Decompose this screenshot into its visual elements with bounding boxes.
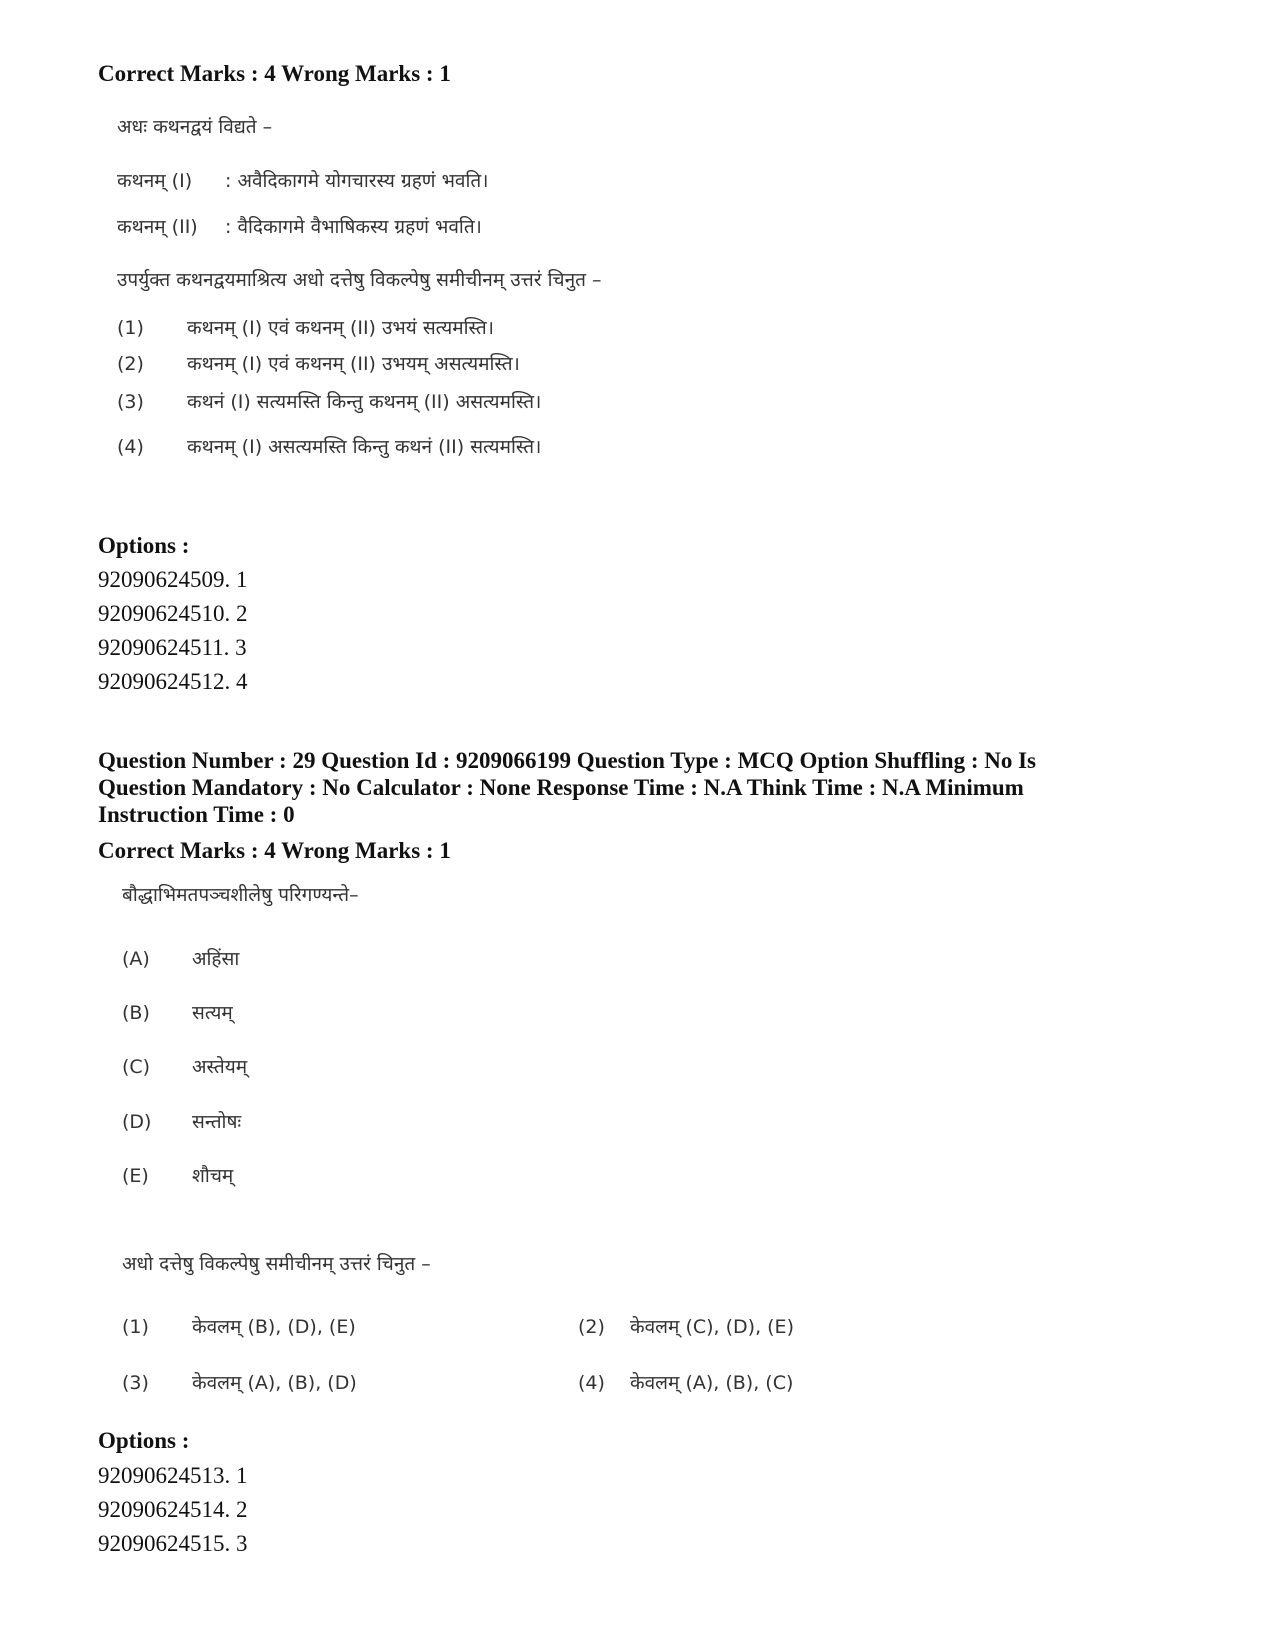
q29-header-line: Instruction Time : 0 [98, 802, 295, 827]
option-row: 92090624510. 2 [98, 601, 248, 626]
choice-text: केवलम् (A), (B), (D) [192, 1372, 357, 1394]
q29-item-b [122, 999, 233, 1025]
q29-options-list [98, 1459, 248, 1561]
q29-instruction: अधो दत्तेषु विकल्पेषु समीचीनम् उत्तरं चिनुत – [122, 1253, 431, 1275]
choice-number: (3) [117, 391, 144, 413]
item-label: (D) [122, 1111, 152, 1133]
item-label: (E) [122, 1165, 149, 1187]
option-row: 92090624509. 1 [98, 567, 248, 592]
q28-choice-3 [117, 388, 541, 414]
item-text: सन्तोषः [192, 1111, 242, 1133]
q29-options-heading: Options : [98, 1428, 190, 1453]
choice-text: केवलम् (A), (B), (C) [630, 1372, 794, 1394]
q29-choice-1 [122, 1313, 356, 1339]
statement-text: : वैदिकागमे वैभाषिकस्य ग्रहणं भवति। [225, 216, 482, 238]
statement-text: : अवैदिकागमे योगचारस्य ग्रहणं भवति। [225, 170, 489, 192]
q28-marks: Correct Marks : 4 Wrong Marks : 1 [98, 61, 451, 86]
q29-choice-4 [578, 1369, 793, 1395]
option-row: 92090624515. 3 [98, 1531, 248, 1556]
choice-number: (4) [117, 436, 144, 458]
q28-options-heading: Options : [98, 533, 190, 558]
statement-label: कथनम् (I) [117, 170, 193, 192]
choice-text: कथनं (I) सत्यमस्ति किन्तु कथनम् (II) असत्यमस्ति। [187, 391, 542, 413]
choice-text: कथनम् (I) एवं कथनम् (II) उभयम् असत्यमस्ति। [187, 353, 520, 375]
choice-number: (2) [578, 1316, 605, 1338]
q28-options-list [98, 563, 248, 699]
choice-text: केवलम् (C), (D), (E) [630, 1316, 794, 1338]
q29-item-a [122, 945, 239, 971]
q29-marks: Correct Marks : 4 Wrong Marks : 1 [98, 838, 451, 863]
q28-statement-2 [117, 213, 482, 239]
item-label: (A) [122, 948, 150, 970]
choice-number: (1) [117, 317, 144, 339]
q29-item-d [122, 1108, 241, 1134]
option-row: 92090624512. 4 [98, 669, 248, 694]
choice-number: (4) [578, 1372, 605, 1394]
q28-choice-2 [117, 350, 520, 376]
choice-number: (2) [117, 353, 144, 375]
choice-number: (3) [122, 1372, 149, 1394]
option-row: 92090624513. 1 [98, 1463, 248, 1488]
choice-text: कथनम् (I) असत्यमस्ति किन्तु कथनं (II) सत्यमस्ति। [187, 436, 542, 458]
choice-text: कथनम् (I) एवं कथनम् (II) उभयं सत्यमस्ति। [187, 317, 494, 339]
item-label: (C) [122, 1056, 151, 1078]
item-text: सत्यम् [192, 1002, 233, 1024]
choice-text: केवलम् (B), (D), (E) [192, 1316, 356, 1338]
item-text: शौचम् [192, 1165, 234, 1187]
item-text: अहिंसा [192, 948, 240, 970]
q29-choice-2 [578, 1313, 794, 1339]
q28-choice-1 [117, 314, 494, 340]
q29-intro: बौद्धाभिमतपञ्चशीलेषु परिगण्यन्ते– [122, 884, 359, 906]
option-row: 92090624514. 2 [98, 1497, 248, 1522]
statement-label: कथनम् (II) [117, 216, 198, 238]
q28-instruction: उपर्युक्त कथनद्वयमाश्रित्य अधो दत्तेषु विकल्पेषु समीचीनम् उत्तरं चिनुत – [117, 269, 602, 291]
option-row: 92090624511. 3 [98, 635, 247, 660]
q29-choice-3 [122, 1369, 357, 1395]
q29-header [98, 747, 1036, 828]
item-text: अस्तेयम् [192, 1056, 248, 1078]
q28-choice-4 [117, 433, 541, 459]
q28-intro: अधः कथनद्वयं विद्यते – [117, 116, 273, 138]
choice-number: (1) [122, 1316, 149, 1338]
q29-item-e [122, 1162, 233, 1188]
q29-header-line: Question Mandatory : No Calculator : None Response Time : N.A Think Time : N.A Minimum [98, 775, 1024, 800]
q29-item-c [122, 1053, 247, 1079]
q29-header-line: Question Number : 29 Question Id : 9209066199 Question Type : MCQ Option Shuffling : No Is [98, 748, 1037, 773]
item-label: (B) [122, 1002, 150, 1024]
q28-statement-1 [117, 167, 488, 193]
